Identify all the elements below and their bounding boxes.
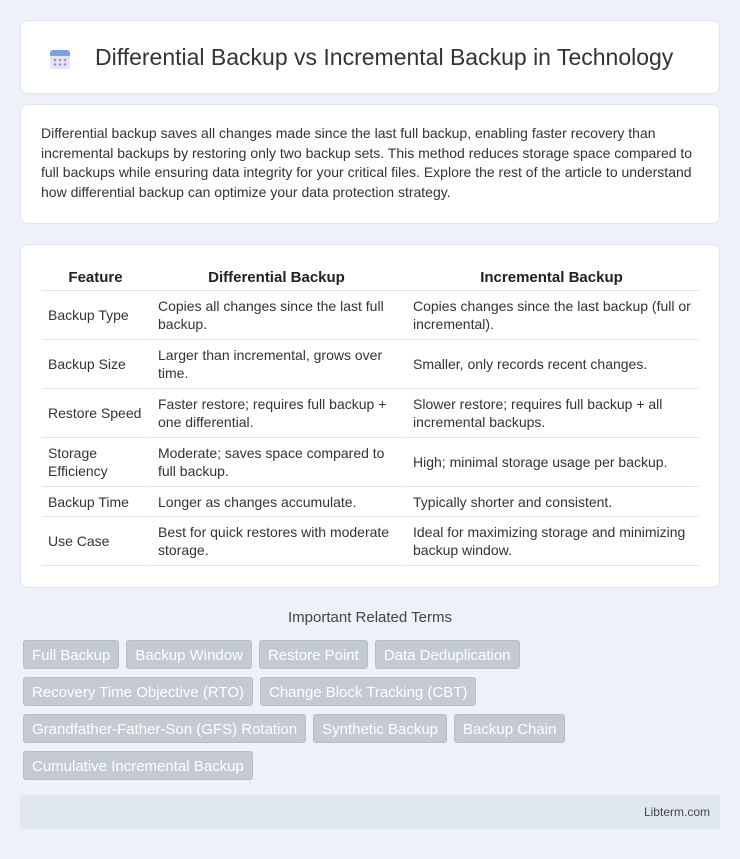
table-row <box>42 438 699 487</box>
feature-cell: Backup Time <box>42 487 149 517</box>
incremental-cell: Typically shorter and consistent. <box>404 487 699 517</box>
incremental-cell: Smaller, only records recent changes. <box>404 340 699 389</box>
column-header-feature: Feature <box>42 263 149 291</box>
tag-row <box>23 677 723 706</box>
comparison-table-card <box>20 244 720 588</box>
tag-recovery-time-objective[interactable]: Recovery Time Objective (RTO) <box>23 677 253 706</box>
tag-synthetic-backup[interactable]: Synthetic Backup <box>313 714 447 743</box>
differential-cell: Best for quick restores with moderate storage. <box>149 517 404 566</box>
table-row <box>42 291 699 340</box>
tag-row <box>23 640 723 669</box>
tag-backup-window[interactable]: Backup Window <box>126 640 252 669</box>
differential-cell: Larger than incremental, grows over time. <box>149 340 404 389</box>
table-row <box>42 389 699 438</box>
feature-cell: Use Case <box>42 517 149 566</box>
tag-change-block-tracking[interactable]: Change Block Tracking (CBT) <box>260 677 476 706</box>
differential-cell: Copies all changes since the last full backup. <box>149 291 404 340</box>
tag-gfs-rotation[interactable]: Grandfather-Father-Son (GFS) Rotation <box>23 714 306 743</box>
table-row <box>42 487 699 517</box>
tag-backup-chain[interactable]: Backup Chain <box>454 714 565 743</box>
differential-cell: Faster restore; requires full backup + one differential. <box>149 389 404 438</box>
footer <box>20 795 720 829</box>
calendar-icon <box>48 47 72 71</box>
feature-cell: Storage Efficiency <box>42 438 149 487</box>
column-header-differential: Differential Backup <box>149 263 404 291</box>
related-terms-list <box>23 640 723 788</box>
column-header-incremental: Incremental Backup <box>404 263 699 291</box>
intro-card <box>20 104 720 224</box>
differential-cell: Moderate; saves space compared to full backup. <box>149 438 404 487</box>
footer-site-link[interactable]: Libterm.com <box>643 805 710 819</box>
feature-cell: Restore Speed <box>42 389 149 438</box>
tag-full-backup[interactable]: Full Backup <box>23 640 119 669</box>
table-row <box>42 517 699 566</box>
tag-data-deduplication[interactable]: Data Deduplication <box>375 640 520 669</box>
intro-paragraph: Differential backup saves all changes made since the last full backup, enabling faster recovery than incremental backups by restoring only two backup sets. This method reduces storage space compared to full backups while ensuring data integrity for your critical files. Explore the rest of the article to understand how differential backup can optimize your data protection strategy. <box>41 125 693 200</box>
tag-cumulative-incremental-backup[interactable]: Cumulative Incremental Backup <box>23 751 253 780</box>
incremental-cell: Copies changes since the last backup (full or incremental). <box>404 291 699 340</box>
table-header-row <box>42 263 699 291</box>
related-terms-title: Important Related Terms <box>288 609 452 626</box>
tag-row <box>23 714 723 743</box>
incremental-cell: Slower restore; requires full backup + all incremental backups. <box>404 389 699 438</box>
incremental-cell: Ideal for maximizing storage and minimizing backup window. <box>404 517 699 566</box>
tag-row <box>23 751 723 780</box>
tag-restore-point[interactable]: Restore Point <box>259 640 368 669</box>
feature-cell: Backup Type <box>42 291 149 340</box>
header-card <box>20 20 720 94</box>
comparison-table <box>42 263 699 566</box>
page-title: Differential Backup vs Incremental Backup in Technology <box>95 44 674 70</box>
incremental-cell: High; minimal storage usage per backup. <box>404 438 699 487</box>
differential-cell: Longer as changes accumulate. <box>149 487 404 517</box>
table-row <box>42 340 699 389</box>
feature-cell: Backup Size <box>42 340 149 389</box>
